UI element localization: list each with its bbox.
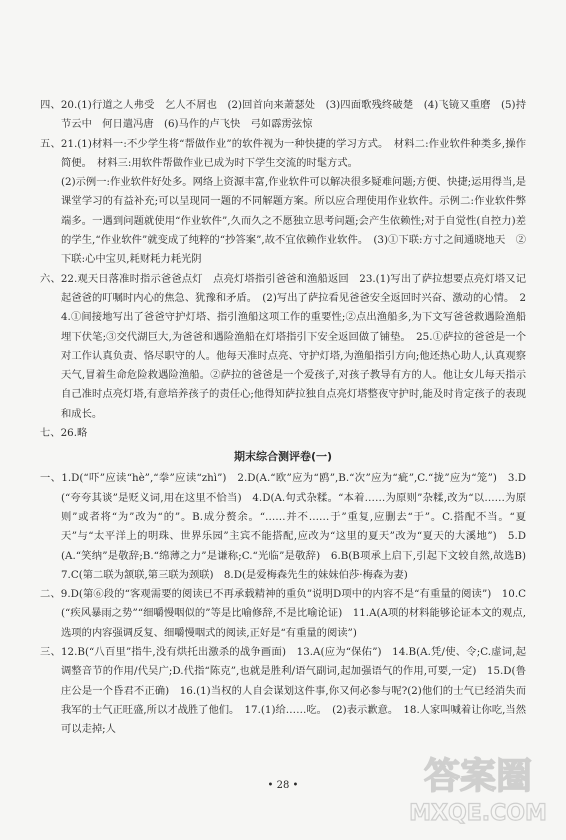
watermark-logo xyxy=(398,748,558,828)
answer-section-6: 六、22.观天日落准时指示爸爸点灯 点亮灯塔指引爸爸和渔船返回 23.(1)写出了萨拉想要点亮灯塔又记起爸爸的叮嘱时内心的焦急、犹豫和矛盾。 (2)写出了萨拉看见爸爸安全返回时兴奋、激动的心情。 24.①间接地写出了爸爸守护灯塔、指引渔船这项工作的重要性;②点出渔船多,为下文写爸爸救遇险渔船埋下伏笔;③交代湖巨大,为爸爸和遇险渔船在灯塔指引下安全返回做了铺垫。 25.①萨拉的爸爸是一个对工作认真负责、恪尽职守的人。他每天准时点亮、守护灯塔,为渔船指引方向;他还热心助人,认真观察天气,冒着生命危险救遇险渔船。②萨拉的爸爸是一个爱孩子,对孩子教导有方的人。他让女儿每天指示自己准时点亮灯塔,有意培养孩子的责任心;他得知萨拉独自点亮灯塔整夜守护时,能及时肯定孩子的表现和成长。 xyxy=(40,272,526,420)
answer-section-5-q21-part2: (2)示例一:作业软件好处多。网络上资源丰富,作业软件可以解决很多疑难问题;方便、快捷;运用得当,是课堂学习的有益补充;可以呈现同一题的不同解题方案。所以应合理使用作业软件。示例二:作业软件弊端多。一遇到问题就使用“作业软件”,久而久之不愿独立思考问题;会产生依赖性;对于自觉性(自控力)差的学生,“作业软件”就变成了纯粹的“抄答案”,故不宜依赖作业软件。 (3)①下联:方寸之间通晓地天 ②下联:心中宝贝,耗财耗力耗光阴 xyxy=(61,176,526,266)
watermark-brand: 答案圈 xyxy=(423,756,533,797)
document-body xyxy=(40,96,537,740)
exam-part-2: 二、9.D(第⑥段的“客观需要的阅读已不再承载精神的重负”说明D项中的内容不是“有重量的阅读”) 10.C(“疾风暴雨之势”“细嚼慢咽似的”等是比喻修辞,不是比喻论证) 11.A(A项的材料能够论证本文的观点,选项的内容强调反复、细嚼慢咽式的阅读,正好是“有重量的阅读”) xyxy=(40,588,526,639)
answer-section-7: 七、26.略 xyxy=(40,427,88,440)
exam-part-1: 一、1.D(“吓”应读“hè”,“拳”应读“zhì”) 2.D(A.“欧”应为“鸥”,B.“次”应为“疵”,C.“拢”应为“笼”) 3.D(“夸夸其谈”是贬义词,用在这里不恰当) 4.D(A.句式杂糅。“本着……为原则”杂糅,改为“以……为原则”或者将“为”改为“的”。B.成分赘余。“……并不……于”重复,应删去“于”。C.搭配不当。“夏天”与“太平洋上的明珠、世界乐园”主宾不能搭配,应改为“这里的夏天”改为“夏天的大溪地”) 5.D(A.“笑纳”是敬辞;B.“绵薄之力”是谦称;C.“光临”是敬辞) 6.B(B项承上启下,引起下文较自然,故选B) 7.C(第二联为颔联,第三联为颈联) 8.D(是爱梅森先生的妹妹伯莎·梅森为妻) xyxy=(40,472,537,581)
answer-section-5-q21-part1: 五、21.(1)材料一:不少学生将“帮做作业”的软件视为一种快捷的学习方式。 材料二:作业软件种类多,操作简便。 材料三:用软件帮做作业已成为时下学生交流的时髦方式。 xyxy=(40,137,526,169)
answer-section-4: 四、20.(1)行道之人弗受 乞人不屑也 (2)回首向来萧瑟处 (3)四面歌残终破楚 (4)飞镜又重磨 (5)持节云中 何日遣冯唐 (6)马作的卢飞快 弓如霹雳弦惊 xyxy=(40,99,526,131)
watermark-url: MXQE.COM xyxy=(409,801,547,826)
exam-title: 期末综合测评卷(一) xyxy=(233,450,333,464)
exam-part-3: 三、12.B(“八百里”指牛,没有烘托出激杀的战争画面) 13.A(应为“保佑”) 14.B(A.凭/使、令;C.虚词,起调整音节的作用/代吴广;D.代指“陈克”,也就是胜利/语气副词,起加强语气的作用,可要,一定) 15.D(鲁庄公是一个昏君不正确) 16.(1)当权的人自会谋划这件事,你又何必参与呢?(2)他们的士气已经消失而我军的士气正旺盛,所以才战胜了他们。 17.(1)给……吃。 (2)表示歉意。 18.人家叫喊着让你吃,当然可以走掉;人 xyxy=(40,646,526,736)
page-number: • 28 • xyxy=(267,780,299,791)
